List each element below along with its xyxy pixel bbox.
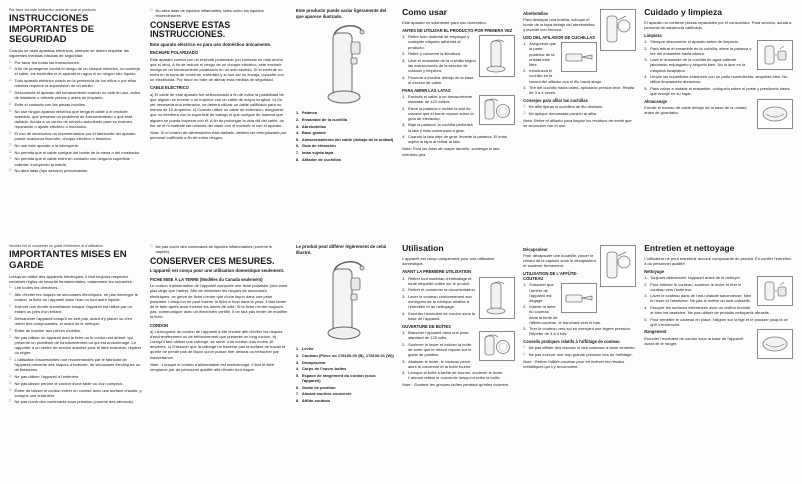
es-safety-column (9, 8, 142, 236)
es-plug-body: Este aparato cuenta con un enchufe polarizado (un contacto es más ancho que el otro). A fin de reducir el riesgo de un choque eléctrico, este enchufe encaja en un tomacorriente polarizado en un solo sentido. Si el enchufe no entra en la toma de corriente, inviértalo y si aun así no encaja, consulte con un electricista. Por favor no trate de alterar esta medida de seguridad. (149, 56, 284, 83)
fr-storage-text: Enrouler l'excédent de cordon sous la base de l'appareil avant de le ranger. (644, 335, 744, 346)
care-step-item: Para retirar el ensamble de la cuchilla, eleve la palanca y tire del ensamble hacia afuera. (650, 45, 752, 56)
step-item: Retirer et conserver la documentation. (408, 287, 476, 293)
part-item: Couteau (Pièce no 178100-00 (B), 178100-01 (W)) (301, 353, 394, 359)
safety-bullet: □ No use este aparato a la intemperie. (9, 143, 142, 148)
fr-care-column (644, 244, 793, 472)
es-before-steps (402, 34, 515, 84)
care-step-item: Pour enlever le couteau, soulever le levier et tirer le couteau vers l'extérieur. (650, 281, 742, 292)
es-cord-body: a) El cable de este aparato fue seleccionado a fin de evitar la posibilidad de que alguien se enrede o se tropiece con un cable de mayor longitud. b) De ser necesaria una extensión, se deberá utilizar un cable calificado para no menos de 10 amperios. c) Cuando utilice un cable de extensión, asegúrese que no interfiera con la superficie de trabajo ni que cuelgue de manera que alguien se pueda tropezar con él. A fin de prolongar la vida útil del cable, no tire de él ni maltrate las uniones del cable con el enchufe ni con el aparato. (149, 91, 285, 128)
es-care-column (644, 8, 793, 236)
fr-safety-bullet-list (9, 285, 142, 404)
es-safety-bullet-continued (150, 8, 288, 18)
step-item: Laver le couteau conformément aux consignes de la rubrique relative à l'entretien et au nettoyage. (408, 293, 472, 310)
fr-open-heading: OUVERTURE DE BOÎTES (402, 323, 451, 329)
fr-bottle-heading: Décapsuleur (523, 246, 548, 252)
fr-howto-section (402, 244, 636, 472)
part-item: Guía de elevación (301, 143, 336, 149)
step-item: S'assurer que l'arrière de l'appareil est dégagé. (529, 282, 554, 303)
fr-safety-intro: Lorsqu'on utilise des appareils électriques, il faut toujours respecter certaines règles de sécurité fondamentales, notamment les suivantes : (9, 273, 134, 284)
fr-safety-title: IMPORTANTES MISES EN GARDE (9, 249, 127, 271)
part-item: Aimant soulève-couvercle (301, 391, 352, 397)
es-howto-right (523, 8, 636, 236)
fr-tips-list (523, 345, 636, 357)
part-item: Corps de l'ouvre-boîtes (301, 366, 347, 372)
es-tips-list (523, 104, 636, 116)
part-item: Décapsuleur (301, 359, 326, 365)
step-item: Baje la palanca; la cuchilla perforará la lata y ésta comenzará a girar. (408, 122, 473, 133)
safety-bullet: □ No permita que el cable entre en contacto con ninguna superficie caliente, incluyendo la estufa. (9, 156, 142, 166)
es-product-note: Este producto puede variar ligeramente del que aparece ilustrado. (295, 8, 387, 19)
es-howto-title: Como usar (402, 8, 447, 17)
fr-product-note: Le produit peut différer légèrement de celui illustré. (295, 244, 387, 255)
step-item: Abaisser le levier; le couteau perce alors le couvercle et la boîte tourne. (408, 358, 472, 369)
es-product-column (296, 8, 394, 236)
es-safety-intro: Cuando se usan aparatos eléctricos, siempre se deben respetar las siguientes medidas básicas de seguridad: (9, 47, 129, 58)
safety-bullet: □ Ne pas utiliser l'appareil à l'extérieur. (9, 374, 142, 379)
care-step-item: Toujours débrancher l'appareil avant de le nettoyer. (650, 275, 741, 280)
es-cord-note: Nota: Si el cordón de alimentación está dañado, deberá ser reemplazado por personal calificado a fin de evitar riesgos. (149, 129, 287, 140)
es-save-subtitle: Este aparato eléctrico es para uso doméstico únicamente. (149, 41, 272, 47)
step-item: Cuando la lata deje de girar, levante la palanca. El imán sujeta la tapa al retirar la lata. (408, 134, 508, 145)
fr-tip-note: Note : Retirer l'affûte-couteau pour en enlever les résidus métalliques qui s'y accumulent. (523, 359, 625, 370)
safety-bullet: □ No permita que el cable cuelgue del borde de la mesa o del mostrador. (9, 150, 142, 155)
fr-safety-bullet-continued (150, 244, 288, 254)
fr-save-title: CONSERVER CES MESURES. (149, 256, 275, 267)
es-howto-left (402, 8, 515, 236)
step-item: Insérer la lame du couteau dans la fente de l'affûte-couteau, le tranchant vers le bas. (529, 304, 601, 325)
fr-cord-note: Note : Lorsque le cordon d'alimentation est endommagé, il faut le faire remplacer par du personnel qualifié afin d'éviter tout risque. (149, 361, 275, 372)
es-tips-heading: Consejos para afilar las cuchillas (523, 97, 588, 103)
safety-bullet: □ El uso de accesorios no recomendados por el fabricante del aparato puede ocasionar incendio, choque eléctrico o lesiones. (9, 131, 142, 141)
step-item: Introduzca el cuchillo en la ranura del afilador con el filo hacia abajo. (529, 68, 603, 84)
part-item: Afilador de cuchillas (301, 156, 341, 162)
safety-bullet: □ Lire toutes les directives. (9, 285, 142, 290)
part-item: Levier (301, 346, 314, 352)
es-howto-section (402, 8, 636, 236)
es-care-title: Cuidado y limpieza (644, 8, 723, 17)
fr-bottle-text: Pour décapsuler une bouteille, placer le rebord de la capsule sous le décapsuleur et soulever fermement. (523, 252, 597, 268)
tip-item: □ No afile tijeras ni cuchillos de filo dentado. (523, 104, 636, 109)
part-item: Base grande (301, 130, 326, 136)
fr-parts-list (296, 346, 394, 402)
es-storage-heading: Almacenaje (644, 98, 667, 104)
cord-storage-illustration (757, 329, 793, 359)
fr-howto-intro: L'appareil est conçu uniquement pour une utilisation domestique. (402, 256, 495, 267)
part-item: Almacenamiento del cable (debajo de la unidad) (301, 136, 394, 142)
safety-bullet: □ Ne pas utiliser un appareil dont la fiche ou le cordon est abîmé, qui présente un problème de fonctionnement ou qui est endommagé. Le rapporter à un centre de service autorisé pour le faire examiner, réparer ou régler. (9, 335, 142, 355)
step-item: Enchufe el cable a un tomacorriente estándar de 120 voltios. (408, 93, 473, 105)
safety-bullet: □ No use ningún aparato eléctrico que tenga el cable o el enchufe averiado, que presente un problema de funcionamiento o que esté dañado. Acuda a un centro de servicio autorizado para su examen, reparación o ajuste eléctrico o mecánico. (9, 109, 142, 129)
part-item: Guide de position (301, 384, 336, 390)
safety-bullet: □ Exercer une étroite surveillance lorsque l'appareil est utilisé par un enfant ou près d'un enfant. (9, 304, 142, 314)
care-step-item: Limpie las superficies exteriores con un paño humedecido; séquelas bien. No utilice limpiadores abrasivos. (650, 74, 788, 85)
es-save-column (150, 8, 288, 236)
es-lead-note: Por favor lea este instructivo antes de usar el producto (9, 8, 96, 12)
fr-sharpener-heading: UTILISATION DE L'AFFÛTE-COUTEAU (523, 271, 578, 282)
es-howto-intro: Este aparato es solamente para uso doméstico. (402, 20, 487, 26)
care-step-item: Laver le couteau dans de l'eau chaude savonneuse; bien le rincer et l'assécher. Ne pas le mettre au lave-vaisselle. (650, 293, 752, 304)
step-item: Retire y conserve la literatura. (408, 51, 462, 57)
can-opener-illustration (296, 258, 394, 342)
step-item: Asegúrese que la parte posterior de la unidad esté libre. (529, 41, 557, 67)
fr-before-steps (402, 276, 515, 321)
safety-bullet: □ Por favor lea todas las instrucciones. (9, 60, 142, 65)
step-item: Tire del cuchillo hacia usted, aplicando presión leve. Repita de 3 a 4 veces. (529, 85, 635, 96)
fr-safety-column (9, 244, 142, 472)
es-save-title: CONSERVE ESTAS INSTRUCCIONES. (149, 20, 231, 40)
care-step-item: Para volver a instalar el ensamble, colóquelo sobre el poste y presiónelo hasta que encaje en su lugar. (650, 85, 790, 96)
safety-bullet: □ Ne pas laisser pendre le cordon d'une table ou d'un comptoir. (9, 381, 142, 386)
tip-item: □ No aplique demasiada presión al afilar. (523, 111, 636, 116)
es-safety-title: INSTRUCCIONES IMPORTANTES DE SEGURIDAD (9, 13, 95, 45)
es-cord-heading: CABLE ELÉCTRICO (149, 85, 189, 91)
tip-item: □ Ne pas exercer une trop grande pression lors de l'affûtage. (523, 352, 636, 357)
lid-magnet-step-illustration (600, 245, 636, 287)
fr-howto-left (402, 244, 515, 472)
es-care-steps (644, 39, 793, 96)
part-item: Imán sujeta tapa (301, 150, 334, 156)
fr-storage-heading: Rangement (644, 329, 667, 335)
fr-before-heading: AVANT LA PREMIÈRE UTILISATION (402, 269, 472, 275)
safety-bullet: □ Desconecte el aparato del tomacorriente cuando no esté en uso, antes de instalarle o retirarle piezas y antes de limpiarlo. (9, 90, 142, 100)
es-open-note: Nota: Para las latas de mayor tamaño, sostenga la lata mientras gira. (402, 146, 500, 157)
es-open-heading: PARA ABRIR LAS LATAS (402, 87, 451, 93)
fr-sharpener-steps (523, 282, 636, 336)
es-open-steps (402, 94, 515, 144)
es-bottle-text: Para destapar una botella, coloque el borde de la tapa debajo del abrebotellas y levante con firmeza. (523, 16, 595, 32)
safety-bullet: □ L'utilisation d'accessoires non recommandés par le fabricant de l'appareil présente des risques d'incendie, de secousses électriques ou de blessures. (9, 357, 142, 372)
safety-bullet: □ Todo aparato eléctrico usado en la presencia de los niños o por ellos mismos requiere la supervisión de un adulto. (9, 78, 142, 88)
es-plug-heading: ENCHUFE POLARIZADO (149, 50, 198, 56)
care-step-item: Siempre desconecte el aparato antes de limpiarlo. (650, 39, 740, 44)
safety-bullet: □ Afin d'éviter les risques de secousses électriques, ne pas immerger le cordon, la fiche ou l'appareil dans l'eau ou tout autre liquide. (9, 292, 142, 302)
fr-howto-title: Utilisation (402, 244, 444, 253)
can-opener-illustration (296, 22, 394, 106)
fr-plug-heading: FICHE MISE À LA TERRE (Modèles du Canada seulement) (149, 277, 263, 283)
part-item: Ensamble de la cuchilla (301, 117, 347, 123)
fr-care-steps (644, 275, 793, 327)
care-step-item: Essuyer les surfaces extérieures avec un chiffon humide et bien les assécher. Ne pas utiliser de produits nettoyants abrasifs. (650, 305, 770, 316)
fr-product-column (296, 244, 394, 472)
es-sharpener-steps (523, 41, 636, 95)
safety-bullet: □ No abra latas (tipo aerosol) presurizadas. (9, 168, 142, 173)
safety-bullet: □ A fin de protegerse contra el riesgo de un choque eléctrico, no sumerja el cable, los enchufes ni el aparato en agua ni en ningún otro líquido. (9, 66, 142, 76)
step-item: Retire todo material de empaque y cualquier etiqueta adherida al producto. (408, 34, 470, 50)
step-item: Lorsque la boîte s'arrête de tourner, soulever le levier. L'aimant retient le couvercle lorsqu'on retire la boîte. (408, 370, 504, 381)
fr-tips-heading: Conseils pratiques relatifs à l'affûtage de couteau (523, 338, 620, 344)
step-item: Enrouler l'excédent de cordon sous la base de l'appareil. (408, 310, 475, 321)
fr-howto-right (523, 244, 636, 472)
safety-bullet: □ Éviter de laisser le cordon entrer en contact avec une surface chaude, y compris une cuisinière. (9, 388, 142, 398)
es-care-intro: El aparato no contiene piezas reparables por el consumidor. Para servicio, acuda a personal de asistencia calificado. (644, 20, 792, 31)
step-item: Eleve la palanca e incline la lata de manera que el borde repose sobre la guía de elevación. (408, 105, 474, 121)
french-half (9, 244, 793, 472)
fr-clean-heading: Nettoyage (644, 268, 664, 274)
es-before-heading: ANTES DE UTILIZAR EL PRODUCTO POR PRIMERA VEZ (402, 28, 513, 34)
es-safety-bullet-list (9, 60, 142, 174)
es-bottle-heading: Abrebotellas (523, 10, 548, 16)
step-item: Brancher l'appareil dans une prise standard de 120 volts. (408, 329, 469, 341)
safety-bullet: □ No abra latas de líquidos inflamables, tales como los líquidos encendedores. (150, 8, 288, 18)
fr-save-subtitle: L'appareil est conçu pour une utilisation domestique seulement. (149, 268, 285, 274)
step-item: Proceda a enrollar debajo de la base el exceso de cable. (408, 74, 474, 85)
fr-cord-body: a) La longueur du cordon de l'appareil a été choisie afin d'éviter les risques d'enchevêtrement ou de trébuchement que présente un long cordon. b) Lorsqu'il faut utiliser une rallonge, se servir d'un cordon d'au moins 10 ampères. c) S'assurer que la rallonge ne traverse pas la surface de travail et qu'elle ne pende pas de façon qu'on puisse tirer dessus ou trébucher par inadvertance. (149, 328, 286, 360)
care-step-item: Lave el ensamble de la cuchilla en agua caliente jabonada; enjuáguelo y séquelo bien. No lo lave en la máquina lavaplatos. (650, 57, 746, 73)
part-item: Abrebotellas (301, 123, 327, 129)
fr-care-title: Entretien et nettoyage (644, 244, 735, 253)
fr-save-column (150, 244, 288, 472)
safety-bullet: □ Ne pas ouvrir des contenants sous pression (comme des aérosols). (9, 399, 142, 404)
step-item: Tirer le couteau vers soi en exerçant une légère pression. Répéter de 3 à 4 fois. (529, 326, 632, 337)
es-sharpener-heading: USO DEL AFILADOR DE CUCHILLAS (523, 35, 595, 41)
fr-open-steps (402, 330, 515, 380)
es-parts-list (296, 110, 394, 161)
safety-bullet: □ Débrancher l'appareil lorsqu'il ne sert pas, avant d'y placer ou d'en retirer des composantes, et avant de le nettoyer. (9, 316, 142, 326)
spanish-half (9, 8, 793, 236)
cord-storage-illustration (757, 99, 793, 129)
es-storage-text: Enrolle el exceso de cable debajo de la base de la unidad antes de guardarla. (644, 104, 747, 115)
es-clean-heading: Limpieza (644, 32, 662, 38)
part-item: Espace de rangement du cordon (sous l'appareil) (301, 372, 376, 383)
fr-open-note: Note : Soutenir les grosses boîtes pendant qu'elles tournent. (402, 382, 510, 388)
fr-cord-heading: CORDON (149, 322, 169, 328)
safety-bullet: □ Éviter de toucher aux pièces mobiles. (9, 328, 142, 333)
step-item: Lave el ensamble de la cuchilla según las instrucciones de la sección de cuidado y limpieza. (408, 57, 476, 73)
step-item: Soulever le levier et incliner la boîte de sorte que le rebord repose sur le guide de position. (408, 341, 472, 357)
tip-item: □ Ne pas affûter des ciseaux ni des couteaux à lame dentelée. (523, 345, 636, 350)
part-item: Palanca (301, 110, 317, 116)
safety-bullet: □ Ne pas ouvrir des contenants de liquides inflammables (comme le naphte). (150, 244, 288, 254)
care-step-item: Pour remettre le couteau en place, l'aligner sur la tige et le pousser jusqu'à ce qu'il s'enclenche. (650, 316, 788, 327)
fr-plug-body: Le cordon d'alimentation de l'appareil comporte une fiche polarisée (une lame plus large que l'autre). Afin de minimiser les risques de secousses électriques, ce genre de fiche n'entre que d'une façon dans une prise polarisée. Lorsqu'on ne peut insérer la fiche à fond dans la prise, il faut tenter de le faire après avoir inversé les lames de côté. Si la fiche n'entre toujours pas, communiquer avec un électricien certifié. Il ne faut pas tenter de modifier la fiche. (149, 283, 288, 320)
es-tip-note: Nota: Retire el afilador para limpiar los residuos de metal que se acumulan con el uso. (523, 117, 632, 128)
part-item: Affûte-couteau (301, 397, 331, 403)
fr-lead-note: Veuillez lire et conserver ce guide d'entretien et d'utilisation (9, 244, 103, 248)
safety-bullet: □ Evite el contacto con las piezas móviles. (9, 102, 142, 107)
fr-care-intro: L'utilisateur ne peut entretenir aucune composante du produit. En confier l'entretien à du personnel qualifié. (644, 256, 792, 267)
step-item: Retirer tout matériau d'emballage et toute étiquette collée sur le produit. (408, 275, 472, 286)
